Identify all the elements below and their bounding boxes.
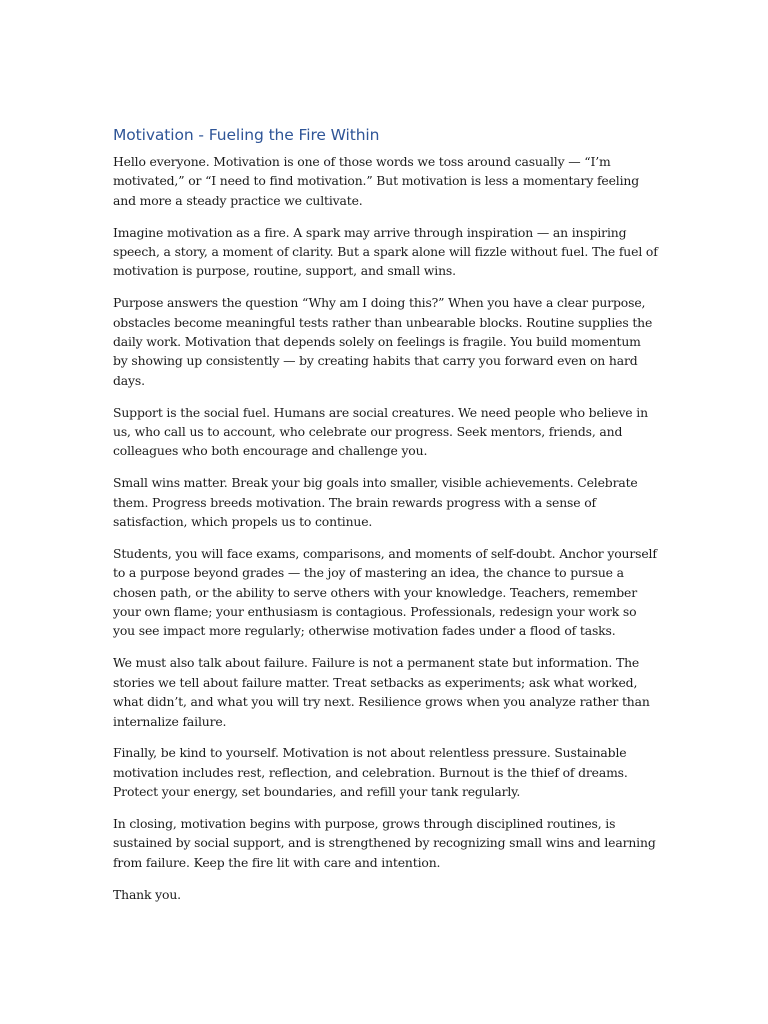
paragraph-closing: In closing, motivation begins with purpose, grows through disciplined routines, is sustained by social support, and is strengthened by recognizing small wins and learning from failure. Keep the fire lit with care and intention. xyxy=(113,815,656,870)
paragraph-failure: We must also talk about failure. Failure is not a permanent state but information. The stories we tell about failure matter. Treat setbacks as experiments; ask what worked, what didn’t, and what you will try next. Resilience grows when you analyze rather than internalize failure. xyxy=(113,655,650,729)
paragraph-purpose: Purpose answers the question “Why am I doing this?” When you have a clear purpose, obstacles become meaningful tests rather than unbearable blocks. Routine supplies the daily work. Motivation that depends solely on feelings is fragile. You build momentum by showing up consistently — by creating habits that carry you forward even on hard days. xyxy=(113,295,653,388)
paragraph-support: Support is the social fuel. Humans are social creatures. We need people who believe in us, who call us to account, who celebrate our progress. Seek mentors, friends, and colleagues who both encourage and challenge you. xyxy=(113,404,648,459)
paragraph-thanks: Thank you. xyxy=(113,886,181,902)
paragraph-small-wins: Small wins matter. Break your big goals into smaller, visible achievements. Celebrate them. Progress breeds motivation. The brain rewards progress with a sense of satisfaction, which propels us to continue. xyxy=(113,475,638,530)
document-title: Motivation - Fueling the Fire Within xyxy=(113,126,380,144)
paragraph-intro: Hello everyone. Motivation is one of those words we toss around casually — “I’m motivated,” or “I need to find motivation.” But motivation is less a momentary feeling and more a steady practice we cultivate. xyxy=(113,154,639,208)
paragraph-audiences: Students, you will face exams, comparisons, and moments of self-doubt. Anchor yourself to a purpose beyond grades — the joy of mastering an idea, the chance to pursue a chosen path, or the ability to serve others with your knowledge. Teachers, remember your own flame; your enthusiasm is contagious. Professionals, redesign your work so you see impact more regularly; otherwise motivation fades under a flood of tasks. xyxy=(113,545,657,639)
document-page xyxy=(113,124,658,916)
paragraph-self-kindness: Finally, be kind to yourself. Motivation is not about relentless pressure. Sustainable motivation includes rest, reflection, and celebration. Burnout is the thief of dreams. Protect your energy, set boundaries, and refill your tank regularly. xyxy=(113,745,628,800)
paragraph-fire: Imagine motivation as a fire. A spark may arrive through inspiration — an inspiring speech, a story, a moment of clarity. But a spark alone will fizzle without fuel. The fuel of motivation is purpose, routine, support, and small wins. xyxy=(113,224,658,279)
